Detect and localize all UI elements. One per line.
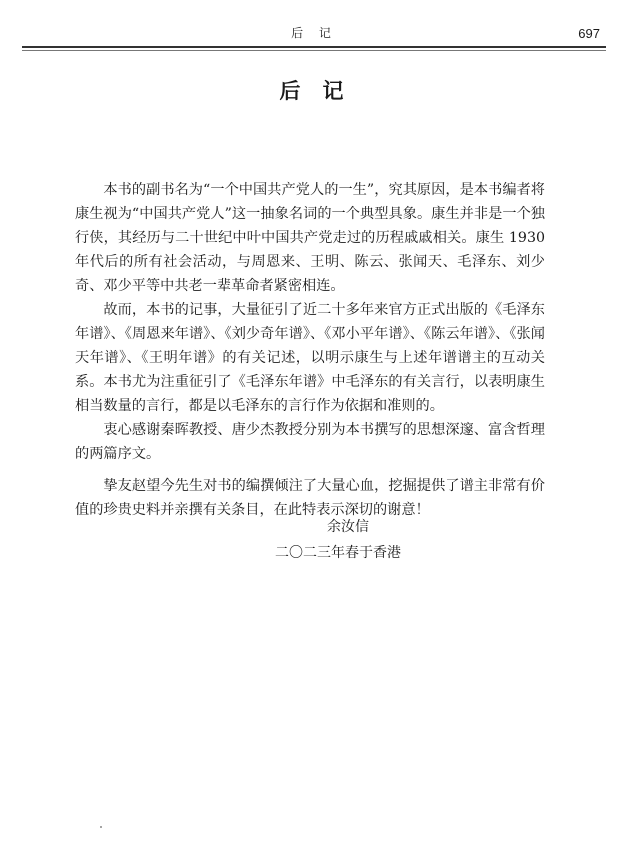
signature [275, 514, 475, 566]
page-number: 697 [578, 26, 600, 41]
body-text [75, 178, 545, 522]
paragraph-2: 故而，本书的记事，大量征引了近二十多年来官方正式出版的《毛泽东年谱》、《周恩来年谱》、《刘少奇年谱》、《邓小平年谱》、《陈云年谱》、《张闻天年谱》、《王明年谱》的有关记述，以明示康生与上述年谱谱主的互动关系。本书尤为注重征引了《毛泽东年谱》中毛泽东的有关言行，以表明康生相当数量的言行，都是以毛泽东的言行作为依据和准则的。 [75, 302, 545, 414]
signature-date: 二〇二三年春于香港 [275, 545, 401, 561]
header-rule-thin [22, 50, 606, 51]
signature-author: 余汝信 [327, 519, 369, 535]
paragraph-4: 挚友赵望今先生对书的编撰倾注了大量心血，挖掘提供了谱主非常有价值的珍贵史料并亲撰有关条目，在此特表示深切的谢意！ [75, 478, 545, 518]
paragraph-1: 本书的副书名为“一个中国共产党人的一生”，究其原因，是本书编者将康生视为“中国共产党人”这一抽象名词的一个典型具象。康生并非是一个独行侠，其经历与二十世纪中叶中国共产党走过的历程戚戚相关。康生 1930 年代后的所有社会活动，与周恩来、王明、陈云、张闻天、毛泽东、刘少奇、邓少平等中共老一辈革命者紧密相连。 [75, 182, 545, 294]
running-header [22, 24, 606, 46]
chapter-title: 后记 [279, 79, 366, 103]
scan-speck [100, 826, 102, 828]
running-title: 后 记 [291, 26, 337, 40]
paragraph-3: 衷心感谢秦晖教授、唐少杰教授分别为本书撰写的思想深邃、富含哲理的两篇序文。 [75, 422, 545, 462]
header-rule [22, 46, 606, 48]
